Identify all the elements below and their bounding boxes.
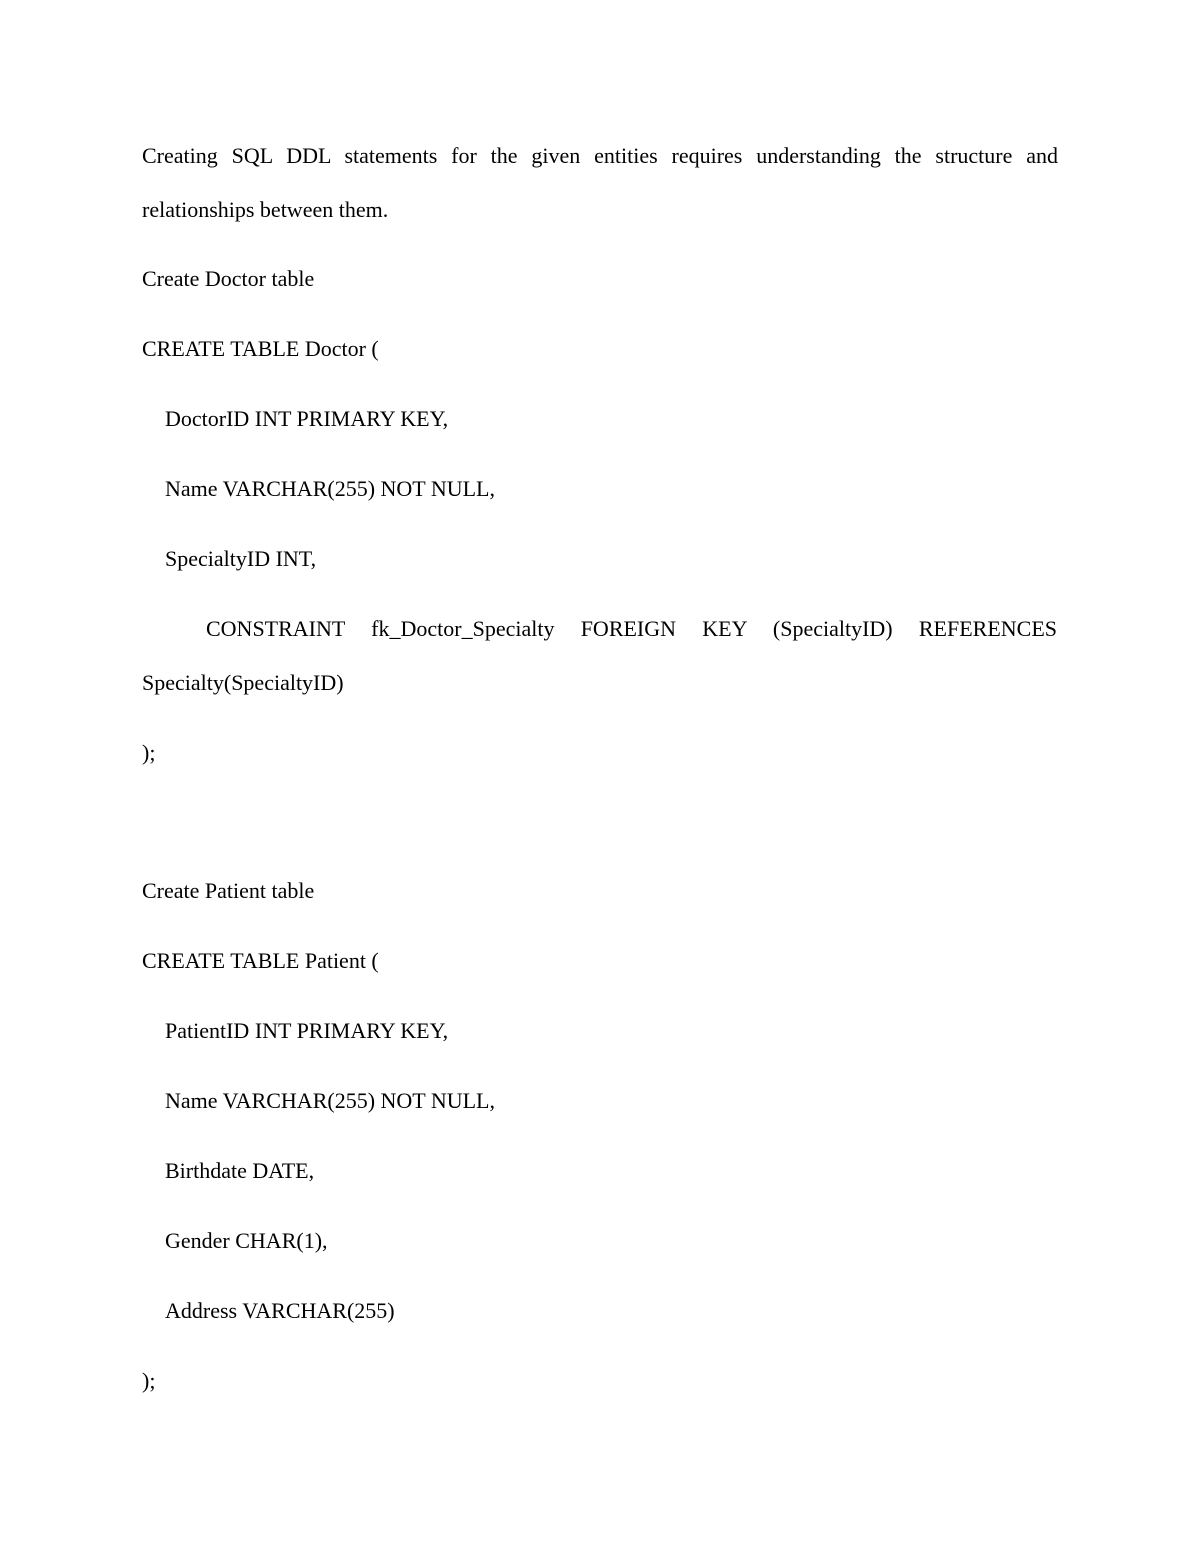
patient-close-statement: ); xyxy=(142,1368,156,1393)
doctor-close-statement: ); xyxy=(142,740,156,765)
patient-column-birthdate: Birthdate DATE, xyxy=(165,1158,315,1183)
intro-text-line-1: Creating SQL DDL statements for the given entities requires understanding the structure and xyxy=(142,143,1058,168)
patient-section-heading: Create Patient table xyxy=(142,878,315,903)
doctor-column-doctorid: DoctorID INT PRIMARY KEY, xyxy=(165,406,449,431)
doctor-constraint-line-1: CONSTRAINT fk_Doctor_Specialty FOREIGN KEY (SpecialtyID) REFERENCES xyxy=(206,616,1057,641)
intro-text-line-2: relationships between them. xyxy=(142,197,389,222)
patient-column-patientid: PatientID INT PRIMARY KEY, xyxy=(165,1018,449,1043)
doctor-create-statement: CREATE TABLE Doctor ( xyxy=(142,336,379,361)
doctor-section-heading: Create Doctor table xyxy=(142,266,315,291)
patient-column-name: Name VARCHAR(255) NOT NULL, xyxy=(165,1088,495,1113)
doctor-column-name: Name VARCHAR(255) NOT NULL, xyxy=(165,476,495,501)
patient-create-statement: CREATE TABLE Patient ( xyxy=(142,948,379,973)
doctor-constraint-line-2: Specialty(SpecialtyID) xyxy=(142,670,344,695)
doctor-column-specialtyid: SpecialtyID INT, xyxy=(165,546,317,571)
patient-column-gender: Gender CHAR(1), xyxy=(165,1228,328,1253)
patient-column-address: Address VARCHAR(255) xyxy=(165,1298,395,1323)
